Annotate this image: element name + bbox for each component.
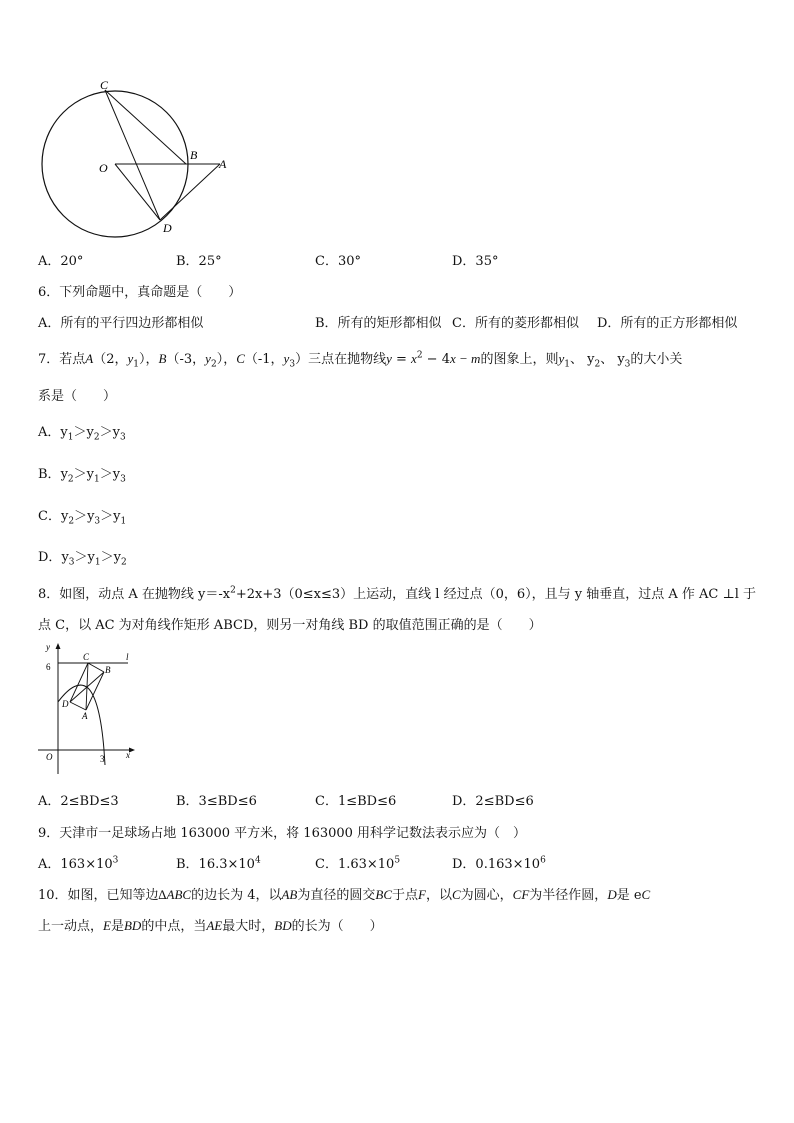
- q8-stem-line2: 点 C，以 AC 为对角线作矩形 ABCD，则另一对角线 BD 的取值范围正确的是（ ）: [38, 618, 542, 633]
- q7-option-d[interactable]: [38, 546, 127, 568]
- exponent: 3: [112, 855, 119, 866]
- q7-text: ），: [216, 352, 237, 367]
- q10-text: 10．如图，已知等边: [38, 888, 159, 903]
- q10-text: 为圆心，: [460, 888, 513, 903]
- q7-option-a[interactable]: [38, 421, 126, 443]
- option-label: C．: [38, 509, 61, 524]
- q6-option-a[interactable]: A．所有的平行四边形都相似: [38, 316, 204, 331]
- q7-text: （-3，: [166, 352, 206, 367]
- q10-stem-line1: [38, 884, 650, 903]
- q10-ab: AB: [281, 887, 298, 902]
- q7-option-b[interactable]: [38, 463, 126, 485]
- segment-cd: [105, 90, 160, 220]
- q10-text: 为半径作圆，: [529, 888, 608, 903]
- q7-sub: 1: [564, 359, 570, 370]
- q10-text: 于点: [392, 888, 419, 903]
- q10-f: F: [418, 887, 426, 902]
- q8-option-c[interactable]: C．1≤BD≤6: [315, 794, 397, 809]
- gt-sign: ＞: [100, 550, 114, 565]
- y: y: [87, 550, 95, 565]
- label-o: O: [46, 752, 53, 762]
- label-a: A: [82, 711, 88, 721]
- q10-text: 的边长为 4，以: [191, 888, 282, 903]
- q7-text: 、 y: [569, 352, 595, 367]
- y: y: [112, 425, 120, 440]
- y: y: [112, 467, 121, 482]
- exponent: 5: [394, 855, 401, 866]
- label-b: B: [105, 665, 111, 675]
- q8-stem-line1: [38, 583, 756, 602]
- sub: 2: [121, 557, 127, 568]
- q7-option-c[interactable]: [38, 505, 126, 527]
- q8-text: 8．如图，动点 A 在抛物线 y＝-x: [38, 587, 231, 602]
- y-axis-arrow: [56, 643, 61, 649]
- gt-sign: ＞: [99, 467, 113, 482]
- label-l: l: [126, 652, 129, 662]
- gt-sign: ＞: [73, 425, 87, 440]
- q10-text: 是 e: [616, 888, 642, 903]
- y: y: [60, 425, 68, 440]
- q7-eq-sup: 2: [416, 350, 423, 361]
- q10-text: ，以: [425, 888, 452, 903]
- y: y: [60, 509, 69, 524]
- label-c: C: [83, 652, 90, 662]
- q7-y: y: [127, 351, 134, 366]
- q5-option-d[interactable]: D．35°: [452, 254, 499, 269]
- q8-sup: 2: [230, 585, 236, 596]
- q7-text: 的大小关: [630, 352, 683, 367]
- y: y: [60, 467, 68, 482]
- segment-ba: [86, 672, 104, 710]
- q10-bd2: BD: [274, 918, 292, 933]
- y: y: [86, 425, 94, 440]
- q7-point-a: A: [85, 351, 94, 366]
- sub: 2: [67, 474, 74, 485]
- y: y: [113, 509, 121, 524]
- gt-sign: ＞: [99, 425, 113, 440]
- q10-triangle: ∆ABC: [158, 887, 192, 902]
- label-y: y: [46, 642, 50, 652]
- q7-text: ）三点在抛物线: [295, 352, 387, 367]
- gt-sign: ＞: [73, 467, 87, 482]
- sub: 1: [67, 432, 74, 443]
- q8-option-a[interactable]: A．2≤BD≤3: [38, 794, 119, 809]
- q7-point-b: B: [158, 351, 167, 366]
- segment-ad: [160, 164, 220, 220]
- gt-sign: ＞: [100, 509, 114, 524]
- gt-sign: ＞: [74, 509, 88, 524]
- label-x: x: [126, 750, 130, 760]
- y: y: [61, 550, 69, 565]
- q6-option-b[interactable]: B．所有的矩形都相似: [315, 316, 442, 331]
- label-d: D: [163, 221, 172, 235]
- label-b: B: [190, 148, 198, 162]
- q5-option-b[interactable]: B．25°: [176, 254, 222, 269]
- q9-option-d[interactable]: [452, 853, 546, 872]
- y: y: [87, 509, 95, 524]
- q7-sub: 2: [210, 359, 217, 370]
- q7-sub: 3: [289, 359, 296, 370]
- label-6: 6: [46, 662, 51, 672]
- segment-cd: [70, 663, 88, 702]
- q7-eq-x2: x: [449, 351, 456, 366]
- q10-text: 最大时，: [222, 919, 275, 934]
- exponent: 4: [254, 855, 261, 866]
- label-a: A: [219, 157, 227, 171]
- q7-text: 的图象上，则: [480, 352, 559, 367]
- circle-figure: [30, 74, 240, 244]
- q7-y: y: [205, 351, 211, 366]
- option-label: A．: [38, 425, 61, 440]
- parabola-curve: [58, 685, 105, 765]
- q5-option-a[interactable]: A．20°: [38, 254, 84, 269]
- q9-option-b[interactable]: [176, 853, 261, 872]
- option-text: C．1.63×10: [315, 857, 395, 872]
- q7-eq: =: [391, 352, 412, 367]
- q10-text: 的长为（ ）: [291, 919, 383, 934]
- sub: 3: [120, 474, 126, 485]
- q10-c: C: [451, 887, 461, 902]
- q10-stem-line2: [38, 915, 383, 934]
- q7-sub: 1: [133, 359, 140, 370]
- y: y: [86, 467, 95, 482]
- exponent: 6: [540, 855, 546, 866]
- q7-eq: − 4: [422, 352, 450, 367]
- gt-sign: ＞: [74, 550, 88, 565]
- q7-text: 7．若点: [38, 352, 86, 367]
- label-c: C: [100, 78, 109, 92]
- q7-sub: 3: [624, 359, 631, 370]
- segment-da: [70, 702, 86, 710]
- q9-option-a[interactable]: [38, 853, 118, 872]
- label-3: 3: [100, 754, 105, 764]
- q7-text: ），: [139, 352, 159, 367]
- q10-bd: BD: [123, 918, 142, 933]
- sub: 3: [94, 516, 101, 527]
- q7-y1: y: [558, 351, 565, 366]
- q7-eq-y: y: [386, 351, 392, 366]
- y: y: [113, 550, 122, 565]
- sub: 2: [68, 516, 75, 527]
- segment-od: [115, 164, 160, 220]
- segment-cb: [88, 663, 104, 672]
- q8-text: +2x+3（0≤x≤3）上运动，直线 l 经过点（0，6），且与 y 轴垂直，过点 A 作 AC ⊥l 于: [235, 587, 757, 602]
- label-o: O: [99, 161, 108, 175]
- q7-eq-x: x: [411, 351, 417, 366]
- q10-text: 上一动点，: [38, 919, 104, 934]
- q9-stem: 9．天津市一足球场占地 163000 平方米，将 163000 用科学记数法表示应为（ ）: [38, 826, 527, 841]
- option-text: D．0.163×10: [452, 857, 541, 872]
- sub: 1: [94, 557, 101, 568]
- q7-text: （-1，: [244, 352, 284, 367]
- q10-c2: C: [641, 887, 651, 902]
- q10-bc: BC: [375, 887, 392, 902]
- q10-text: 的中点，当: [141, 919, 207, 934]
- q10-d: D: [607, 887, 617, 902]
- q7-sub: 2: [594, 359, 601, 370]
- sub: 1: [120, 516, 127, 527]
- segment-cb: [105, 90, 186, 164]
- option-label: B．: [38, 467, 61, 482]
- q7-y: y: [283, 351, 290, 366]
- q7-eq-m: − m: [455, 351, 481, 366]
- q7-text: 、 y: [600, 352, 625, 367]
- q7-stem-line1: [38, 348, 682, 370]
- q9-option-c[interactable]: [315, 853, 400, 872]
- q8-option-b[interactable]: B．3≤BD≤6: [176, 794, 257, 809]
- sub: 1: [94, 474, 100, 485]
- option-text: A．163×10: [38, 857, 113, 872]
- label-d: D: [62, 699, 69, 709]
- q8-option-d[interactable]: D．2≤BD≤6: [452, 794, 534, 809]
- q10-text: 为直径的圆交: [297, 888, 376, 903]
- q10-ae: AE: [206, 918, 223, 933]
- q6-stem: 6．下列命题中，真命题是（ ）: [38, 285, 242, 300]
- q6-option-d[interactable]: D．所有的正方形都相似: [597, 316, 738, 331]
- sub: 3: [119, 432, 126, 443]
- option-label: D．: [38, 550, 62, 565]
- q7-point-c: C: [236, 351, 245, 366]
- q5-option-c[interactable]: C．30°: [315, 254, 361, 269]
- q10-e: E: [103, 918, 111, 933]
- q7-text: （2，: [93, 352, 128, 367]
- option-text: B．16.3×10: [176, 857, 255, 872]
- sub: 2: [93, 432, 100, 443]
- q10-text: 是: [110, 919, 124, 934]
- q10-cf: CF: [512, 887, 530, 902]
- sub: 3: [68, 557, 75, 568]
- parabola-figure: [36, 640, 146, 780]
- q6-option-c[interactable]: C．所有的菱形都相似: [452, 316, 579, 331]
- q7-stem-line2: 系是（ ）: [38, 389, 117, 404]
